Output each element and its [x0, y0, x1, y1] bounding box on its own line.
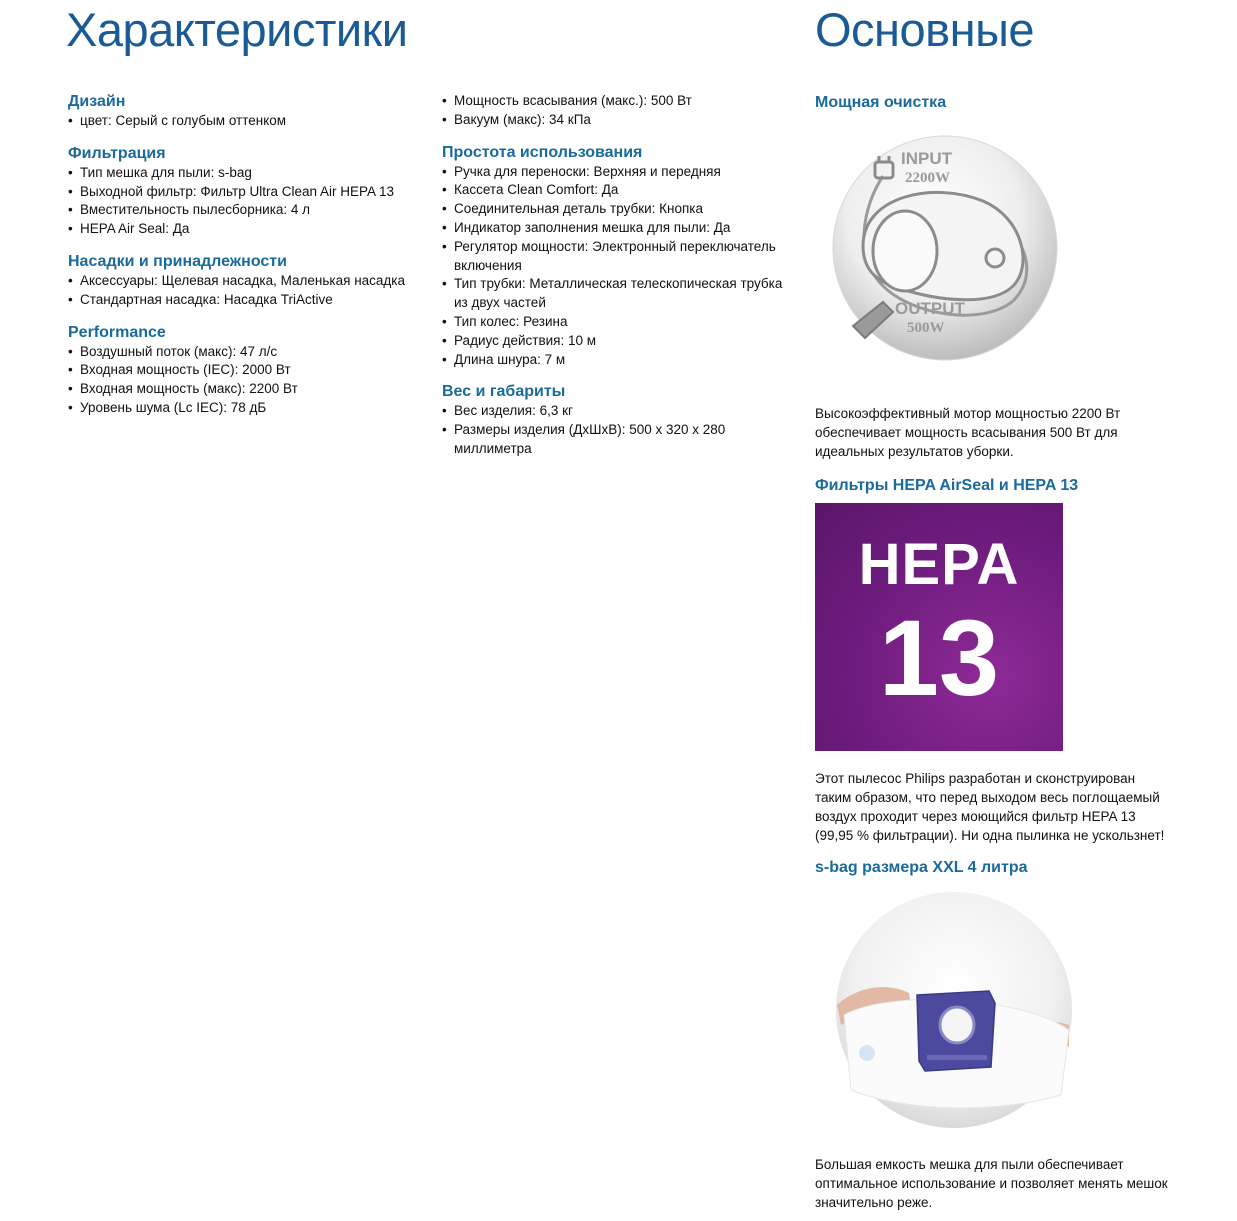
spec-item: [442, 313, 792, 332]
feature-hepa-text: Этот пылесос Philips разработан и сконструирован таким образом, что перед выходом весь поглощаемый воздух проходит через моющийся фильтр HEPA 13 (99,95 % фильтрации). Ни одна пылинка не ускользнет!: [815, 771, 1165, 843]
output-label: OUTPUT: [895, 299, 965, 318]
spec-item-text: Соединительная деталь трубки: Кнопка: [454, 201, 704, 217]
spec-item-text: Тип мешка для пыли: s-bag: [80, 164, 252, 180]
specs-title: Характеристики: [66, 3, 408, 56]
spec-item-text: Размеры изделия (ДxШxВ): 500 x 320 x 280 миллиметра: [454, 422, 726, 456]
spec-list: [442, 402, 792, 458]
spec-item-text: Стандартная насадка: Насадка TriActive: [80, 291, 333, 307]
feature-bag-title: s-bag размера XXL 4 литра: [815, 859, 1028, 876]
spec-item-text: Тип трубки: Металлическая телескопическая трубка из двух частей: [454, 276, 783, 311]
spec-section: [68, 144, 428, 239]
spec-item-text: Входная мощность (IEC): 2000 Вт: [80, 362, 291, 378]
spec-item-text: Кассета Clean Comfort: Да: [454, 182, 619, 198]
spec-item: [68, 380, 428, 399]
feature-power-title: Мощная очистка: [815, 94, 947, 111]
spec-section: [442, 382, 792, 458]
hepa-badge-word: HEPA: [858, 532, 1020, 597]
spec-item-text: Уровень шума (Lc IEC): 78 дБ: [80, 399, 267, 415]
features-title: Основные: [815, 3, 1034, 56]
spec-list: [442, 163, 792, 370]
spec-item-text: Индикатор заполнения мешка для пыли: Да: [454, 219, 731, 235]
spec-item: [442, 275, 792, 313]
spec-item: [68, 272, 428, 291]
spec-item-text: HEPA Air Seal: Да: [80, 221, 190, 237]
spec-item: [68, 220, 428, 239]
spec-item: [68, 183, 428, 202]
spec-item: [442, 111, 792, 130]
specs-column-2: [442, 92, 792, 472]
output-value: 500W: [907, 320, 945, 336]
feature-bag-text: Большая емкость мешка для пыли обеспечивает оптимальное использование и позволяет менять мешок значительно реже.: [815, 1157, 1168, 1210]
spec-list: [442, 92, 792, 130]
spec-item: [442, 219, 792, 238]
dust-bag-icon: [829, 885, 1079, 1135]
input-label: INPUT: [901, 149, 952, 168]
spec-item: [442, 351, 792, 370]
spec-item-text: Тип колес: Резина: [454, 313, 568, 329]
spec-item-text: Ручка для переноски: Верхняя и передняя: [454, 163, 721, 179]
spec-section-title: Performance: [68, 323, 166, 341]
spec-item-text: Вес изделия: 6,3 кг: [454, 403, 573, 419]
hepa-badge: [815, 503, 1063, 751]
spec-item: [442, 163, 792, 182]
spec-item: [68, 399, 428, 418]
spec-section: [442, 92, 792, 130]
spec-section: [68, 92, 428, 131]
spec-item: [442, 332, 792, 351]
spec-item-text: Входная мощность (макс): 2200 Вт: [80, 381, 298, 397]
spec-item-text: Мощность всасывания (макс.): 500 Вт: [454, 93, 692, 108]
spec-item: [442, 200, 792, 219]
bag-illustration: [829, 885, 1079, 1135]
spec-section: [442, 143, 792, 370]
spec-item-text: Длина шнура: 7 м: [454, 351, 566, 367]
spec-item: [442, 402, 792, 421]
spec-list: [68, 164, 428, 239]
spec-item: [68, 343, 428, 362]
spec-section-title: Простота использования: [442, 143, 643, 161]
spec-list: [68, 112, 428, 131]
spec-item-text: Вместительность пылесборника: 4 л: [80, 202, 311, 218]
spec-item: [68, 164, 428, 183]
feature-power-text: Высокоэффективный мотор мощностью 2200 Вт обеспечивает мощность всасывания 500 Вт для идеальных результатов уборки.: [815, 406, 1121, 459]
spec-section-title: Дизайн: [68, 93, 126, 110]
spec-item: [68, 291, 428, 310]
spec-item: [68, 361, 428, 380]
spec-item-text: цвет: Серый с голубым оттенком: [80, 113, 287, 128]
spec-item-text: Воздушный поток (макс): 47 л/с: [80, 343, 278, 359]
spec-item-text: Выходной фильтр: Фильтр Ultra Clean Air HEPA 13: [80, 183, 395, 199]
spec-item: [68, 201, 428, 220]
spec-item: [442, 92, 792, 111]
spec-item: [442, 421, 792, 459]
spec-list: [68, 272, 428, 310]
spec-item-text: Регулятор мощности: Электронный переключатель включения: [454, 238, 776, 273]
features-column: [815, 92, 1175, 1212]
spec-item: [442, 181, 792, 200]
spec-section-title: Фильтрация: [68, 144, 166, 162]
motor-illustration: [823, 126, 1068, 376]
spec-section: [68, 323, 428, 418]
spec-section-title: Вес и габариты: [442, 383, 566, 401]
specs-column-1: [68, 92, 428, 431]
spec-item-text: Вакуум (макс): 34 кПа: [454, 111, 591, 127]
spec-section: [68, 252, 428, 310]
spec-item: [68, 112, 428, 131]
vacuum-motor-icon: [823, 126, 1068, 376]
spec-section-title: Насадки и принадлежности: [68, 252, 287, 270]
spec-list: [68, 343, 428, 418]
input-value: 2200W: [905, 170, 950, 186]
spec-item-text: Аксессуары: Щелевая насадка, Маленькая насадка: [80, 272, 406, 288]
hepa-badge-number: 13: [878, 597, 1000, 718]
spec-item: [442, 238, 792, 276]
spec-item-text: Радиус действия: 10 м: [454, 332, 597, 348]
feature-hepa-title: Фильтры HEPA AirSeal и HEPA 13: [815, 477, 1079, 494]
